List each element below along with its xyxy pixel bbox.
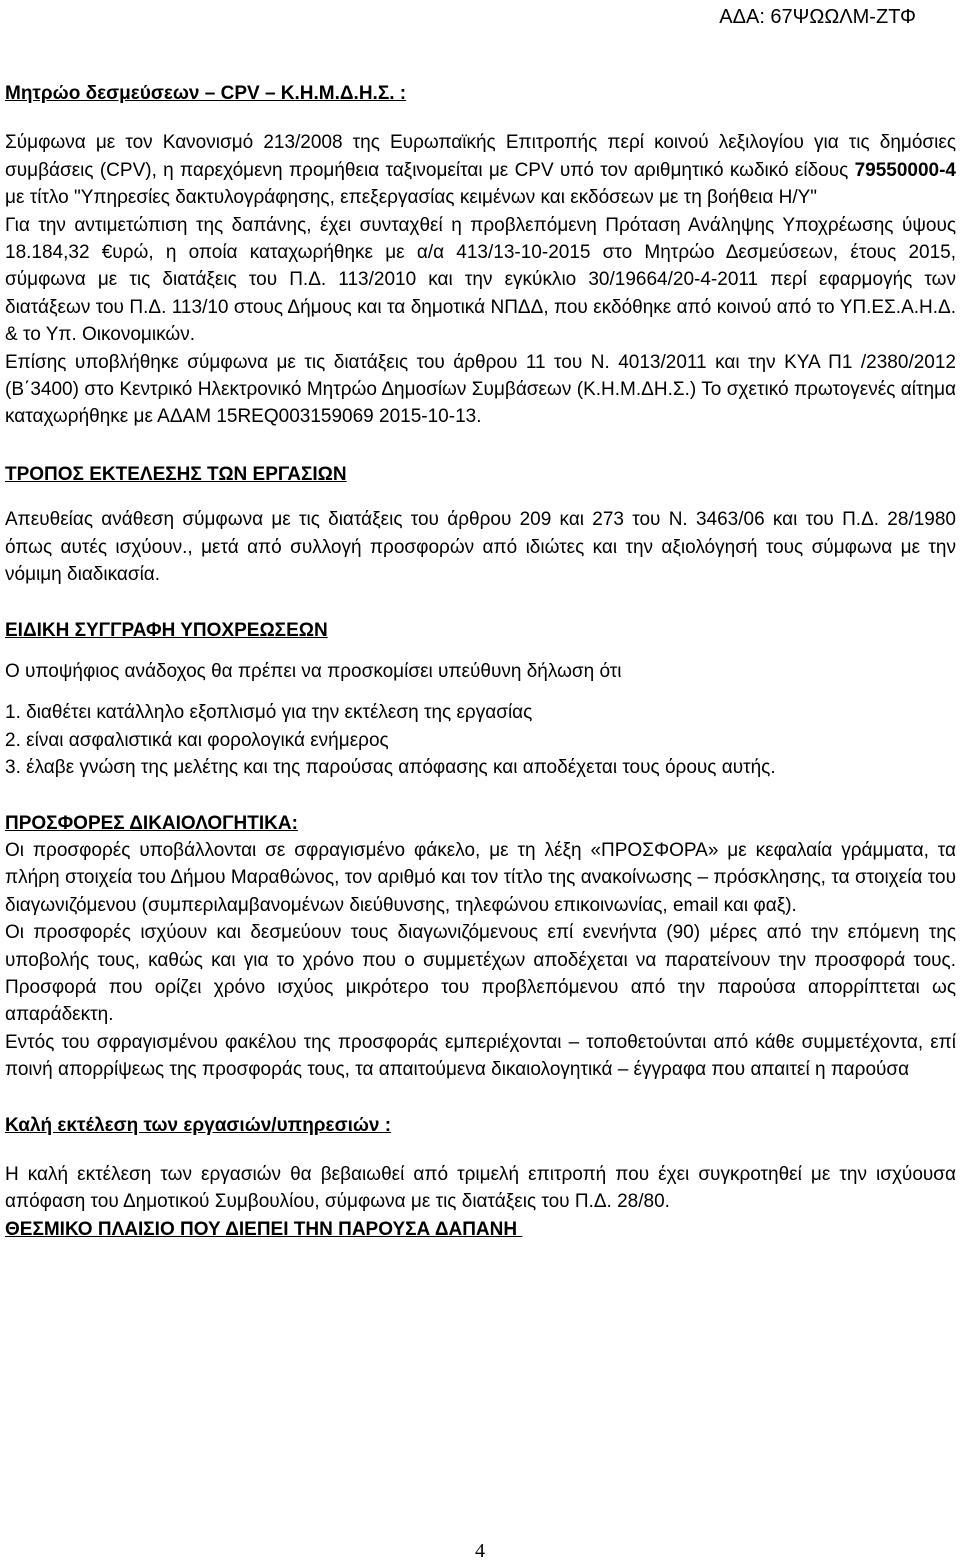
cpv-section-title: Μητρώο δεσμεύσεων – CPV – Κ.Η.Μ.Δ.Η.Σ. : — [5, 83, 407, 104]
cpv-paragraph — [5, 129, 956, 211]
document-body — [0, 80, 960, 1243]
offers-paragraph: Οι προσφορές υποβάλλονται σε σφραγισμένο φάκελο, με τη λέξη «ΠΡΟΣΦΟΡΑ» με κεφαλαία γράμματα, τα πλήρη στοιχεία του Δήμου Μαραθώνος, τον αριθμό και τον τίτλο της ανακοίνωσης – πρόσκλησης, τα στοιχεία του διαγωνιζόμενου (συμπεριλαμβανομένων διεύθυνσης, τηλεφώνου επικοινωνίας, email και φαξ). — [5, 839, 956, 916]
khmdhs-paragraph: Επίσης υποβλήθηκε σύμφωνα με τις διατάξεις του άρθρου 11 του Ν. 4013/2011 και την ΚΥΑ Π1 /2380/2012 (Β΄3400) στο Κεντρικό Ηλεκτρονικό Μητρώο Δημοσίων Συμβάσεων (Κ.Η.Μ.ΔΗ.Σ.) Το σχετικό πρωτογενές αίτημα καταχωρήθηκε με ΑΔΑΜ 15REQ003159069 2015-10-13. — [5, 351, 956, 428]
obligations-heading: ΕΙΔΙΚΗ ΣΥΓΓΡΑΦΗ ΥΠΟΧΡΕΩΣΕΩΝ — [5, 619, 328, 641]
good-execution-heading: Καλή εκτέλεση των εργασιών/υπηρεσιών : — [5, 1114, 392, 1136]
offers-heading: ΠΡΟΣΦΟΡΕΣ ΔΙΚΑΙΟΛΟΓΗΤΙΚΑ: — [5, 812, 298, 834]
good-execution-paragraph: Η καλή εκτέλεση των εργασιών θα βεβαιωθεί από τριμελή επιτροπή που έχει συγκροτηθεί με την ισχύουσα απόφαση του Δημοτικού Συμβουλίου, σύμφωνα με τις διατάξεις του Π.Δ. 28/80. — [5, 1164, 956, 1213]
offers-documents-paragraph: Εντός του σφραγισμένου φακέλου της προσφοράς εμπεριέχονται – τοποθετούνται από κάθε συμμετέχοντα, επί ποινή απορρίψεως της προσφοράς τους, τα απαιτούμενα δικαιολογητικά – έγγραφα που απαιτεί η παρούσα — [5, 1031, 956, 1081]
obligation-item: 2. είναι ασφαλιστικά και φορολογικά ενήμερος — [5, 729, 389, 751]
ada-code: ΑΔΑ: 67ΨΩΩΛΜ-ΖΤΦ — [719, 6, 916, 28]
obligations-intro: Ο υποψήφιος ανάδοχος θα πρέπει να προσκομίσει υπεύθυνη δήλωση ότι — [5, 660, 622, 682]
commitment-paragraph: Για την αντιμετώπιση της δαπάνης, έχει συνταχθεί η προβλεπόμενη Πρόταση Ανάληψης Υποχρέωσης ύψους 18.184,32 €υρώ, η οποία καταχωρήθηκε με α/α 413/13-10-2015 στο Μητρώο Δεσμεύσεων, έτους 2015, σύμφωνα με τις διατάξεις του Π.Δ. 113/2010 και την εγκύκλιο 30/19664/20-4-2011 περί εφαρμογής των διατάξεων του Π.Δ. 113/10 στους Δήμους και τα δημοτικά ΝΠΔΔ, που εκδόθηκε από κοινού από το ΥΠ.ΕΣ.Α.Η.Δ. & το Υπ. Οικονομικών. — [5, 214, 956, 346]
cpv-text-start: Σύμφωνα με τον Κανονισμό 213/2008 της Ευρωπαϊκής Επιτροπής περί κοινού λεξιλογίου για τις δημόσιες συμβάσεις (CPV), η παρεχόμενη προμήθεια ταξινομείται με CPV υπό τον αριθμητικό κωδικό είδους — [5, 132, 956, 181]
page-number: 4 — [475, 1540, 485, 1562]
cpv-text-end: με τίτλο "Υπηρεσίες δακτυλογράφησης, επεξεργασίας κειμένων και εκδόσεων με τη βοήθεια Η/Υ" — [5, 187, 818, 209]
execution-paragraph: Απευθείας ανάθεση σύμφωνα με τις διατάξεις του άρθρου 209 και 273 του Ν. 3463/06 και του Π.Δ. 28/1980 όπως αυτές ισχύουν., μετά από συλλογή προσφορών από ιδιώτες και την αξιολόγησή τους σύμφωνα με την νόμιμη διαδικασία. — [5, 509, 956, 586]
obligation-item: 1. διαθέτει κατάλληλο εξοπλισμό για την εκτέλεση της εργασίας — [5, 702, 533, 724]
obligation-item: 3. έλαβε γνώση της μελέτης και της παρούσας απόφασης και αποδέχεται τους όρους αυτής. — [5, 757, 776, 779]
execution-heading: ΤΡΟΠΟΣ ΕΚΤΕΛΕΣΗΣ ΤΩΝ ΕΡΓΑΣΙΩΝ — [5, 463, 347, 485]
offers-validity-paragraph: Οι προσφορές ισχύουν και δεσμεύουν τους διαγωνιζόμενους επί ενενήντα (90) μέρες από την επόμενη της υποβολής τους, καθώς και για το χρόνο που ο συμμετέχων αποδέχεται να παρατείνουν την προσφορά τους. Προσφορά που ορίζει χρόνο ισχύος μικρότερο του προβλεπόμενου από την παρούσα απορρίπτεται ως απαράδεκτη. — [5, 922, 956, 1026]
legal-framework-heading: ΘΕΣΜΙΚΟ ΠΛΑΙΣΙΟ ΠΟΥ ΔΙΕΠΕΙ ΤΗΝ ΠΑΡΟΥΣΑ ΔΑΠΑΝΗ — [5, 1218, 523, 1240]
cpv-code: 79550000-4 — [854, 159, 956, 181]
